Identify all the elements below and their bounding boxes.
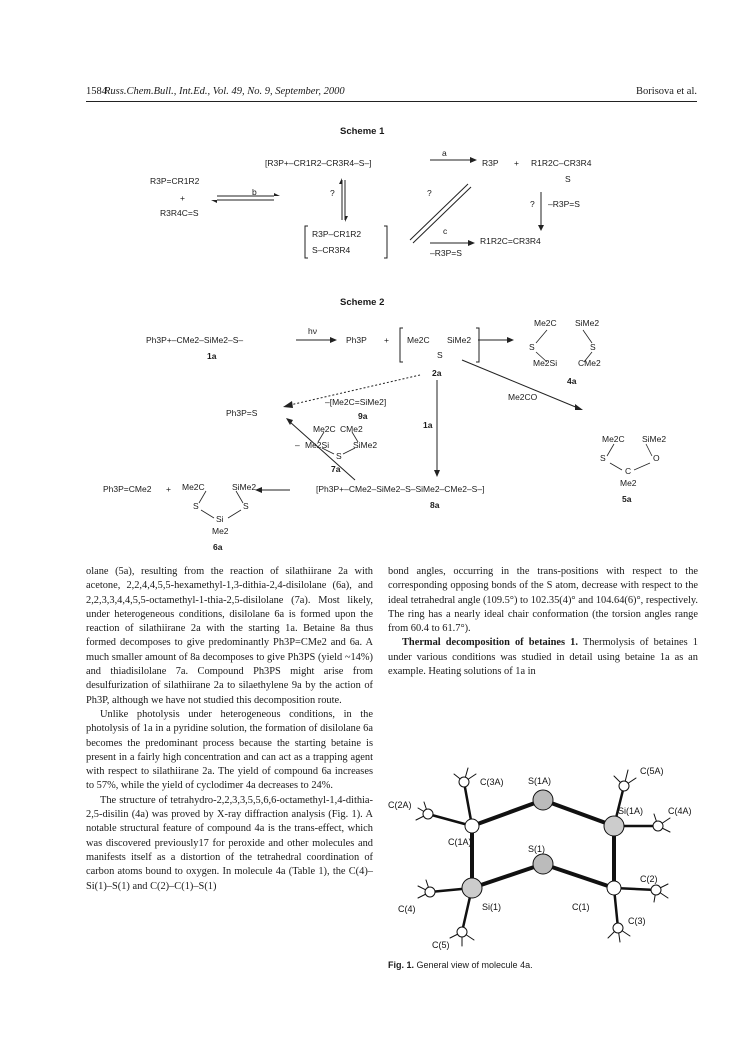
dithiadisilolane-s-right: S [243, 501, 249, 511]
dithiadisilolane-s-left: S [193, 501, 199, 511]
paragraph-4: bond angles, occurring in the trans-positions with respect to the corresponding opposing bonds of the S atom, decrease with respect to the ideal tetrahedral angle (109.5°) to 102.35(4)° and 104.64(6)°, respectively. The ring has a nearly ideal chair conformation (the torsion angles range from 60.4 to 61.7°). [388, 566, 698, 635]
scheme2-label-6a: 6a [213, 542, 223, 552]
dimer-s-right: S [590, 342, 596, 352]
paragraph-3: The structure of tetrahydro-2,2,3,3,5,5,6,6-octamethyl-1,4-dithia-2,5-disilin (4a) was proved by X-ray diffraction analysis (Fig. 1). A notable structural feature of compound 4a is the trans-effect, which was discovered previously17 for peroxide and other molecules and manifests itself as a distortion of the tetrahedral coordination of carbon atoms bound to oxygen. In molecule 4a (Table 1), the C(4)–Si(1)–S(1) and C(2)–C(1)–S(1) [86, 794, 373, 892]
scheme2-plus-2: + [166, 484, 171, 494]
scheme2-label-8a: 8a [430, 500, 440, 510]
scheme2-label-4a: 4a [567, 376, 577, 386]
scheme2-label-9a: 9a [358, 411, 368, 421]
scheme1-minus-r3ps: –R3P=S [548, 199, 580, 209]
scheme2-label-2a: 2a [432, 368, 442, 378]
thiadisilolane-cme2: CMe2 [340, 424, 363, 434]
scheme1-alkene: R1R2C=CR3R4 [480, 236, 541, 246]
scheme2-betaine-8a: [Ph3P+–CMe2–SiMe2–S–SiMe2–CMe2–S–] [316, 484, 485, 494]
scheme2-betaine-1a: Ph3P+–CMe2–SiMe2–S– [146, 335, 244, 345]
scheme1-question-1: ? [330, 188, 335, 198]
dithiadisilolane-sime2: SiMe2 [232, 482, 257, 492]
scheme1-minus-r3ps-2: –R3P=S [430, 248, 462, 258]
figure-4a-molecule [388, 760, 718, 960]
scheme2-silaethylene: –[Me2C=SiMe2] [325, 397, 387, 407]
scheme1-label-c: c [443, 226, 448, 236]
scheme1-thiirane: R1R2C–CR3R4 [531, 158, 592, 168]
oxathia-s: S [600, 453, 606, 463]
atom-label: C(2A) [388, 800, 412, 810]
section-heading: Thermal decomposition of betaines 1. [402, 637, 578, 649]
thiadisilolane-me2c: Me2C [313, 424, 336, 434]
atom-label: C(3) [628, 916, 646, 926]
oxathia-o: O [653, 453, 660, 463]
thiadisilolane-minus: – [295, 440, 300, 450]
body-column-left [86, 565, 373, 894]
thiadisilolane-s: S [336, 451, 342, 461]
scheme1-plus: + [180, 193, 185, 203]
figure-caption-text: General view of molecule 4a. [414, 960, 533, 970]
dithiadisilolane-si: Si [216, 514, 224, 524]
silathiirane-me2c: Me2C [407, 335, 430, 345]
scheme2-ph3p: Ph3P [346, 335, 367, 345]
scheme1-thiirane-s: S [565, 174, 571, 184]
dithiadisilolane-me2c: Me2C [182, 482, 205, 492]
paragraph-1: olane (5a), resulting from the reaction of silathiirane 2a with acetone, 2,2,4,4,5,5-hexamethyl-1,3-dithia-2,4-disilolane (6a), and 2,2,3,3,4,4,5,5-octamethyl-1-thia-2,5-disilolane (7a). Most likely, under heterogeneous conditions, disilolane 6a is formed upon the reaction of silathiirane 2a with the starting 1a. Betaine 8a thus formed decomposes to give predominantly Ph3P=CMe2 and 6a. A much smaller amount of 8a decomposes to give Ph3PS (yield ~14%) and thiadisilolane 7a. Compound Ph3PS might arise from desulfurization of silathiirane 2a to silaethylene 9a by the action of Ph3P, although we have not studied this decomposition route. [86, 566, 373, 706]
scheme2-label-5a: 5a [622, 494, 632, 504]
silathiirane-sime: SiMe2 [447, 335, 472, 345]
oxathia-me2: Me2 [620, 478, 637, 488]
scheme1-r3p: R3P [482, 158, 499, 168]
figure-caption [388, 960, 533, 970]
atom-label: S(1A) [528, 776, 552, 786]
scheme1-ylide: R3P=CR1R2 [150, 176, 200, 186]
atom-label: C(1A) [448, 837, 472, 847]
dimer-me2c-top: Me2C [534, 318, 557, 328]
atom-label: C(5A) [640, 766, 664, 776]
scheme1-label-b: b [252, 187, 257, 197]
atom-label: S(1) [528, 844, 546, 854]
scheme2-me2co: Me2CO [508, 392, 538, 402]
thiadisilolane-me2si: Me2Si [305, 440, 330, 450]
scheme2-ph3ps: Ph3P=S [226, 408, 258, 418]
scheme1-caption: Scheme 1 [340, 126, 385, 137]
atom-label: C(5) [432, 940, 450, 950]
dimer-cme2-bottom: CMe2 [578, 358, 601, 368]
atom-label: C(4A) [668, 806, 692, 816]
dimer-me2si-bottom: Me2Si [533, 358, 558, 368]
thiadisilolane-sime2: SiMe2 [353, 440, 378, 450]
scheme1-betaine: [R3P+–CR1R2–CR3R4–S–] [265, 158, 372, 168]
paragraph-5-text: Thermolysis of betaines 1 under various conditions was studied in detail using betaine 1a as an example. Heating solutions of 1a in [388, 637, 698, 678]
scheme2-label-1a: 1a [207, 351, 217, 361]
atom-label: C(1) [572, 902, 590, 912]
scheme2-hv: hν [308, 326, 317, 336]
scheme2-plus: + [384, 335, 389, 345]
oxathia-c: C [625, 466, 632, 476]
oxathia-sime2: SiMe2 [642, 434, 667, 444]
scheme2-caption: Scheme 2 [340, 297, 385, 308]
scheme2-label-1a-2: 1a [423, 420, 433, 430]
dithiadisilolane-me2: Me2 [212, 526, 229, 536]
scheme1-ring-top: R3P–CR1R2 [312, 229, 362, 239]
atom-label: C(3A) [480, 777, 504, 787]
oxathia-me2c: Me2C [602, 434, 625, 444]
scheme1-thione: R3R4C=S [160, 208, 199, 218]
running-authors: Borisova et al. [636, 86, 697, 97]
scheme2-ph3pcme2: Ph3P=CMe2 [103, 484, 152, 494]
page-number: 1584 [86, 86, 107, 97]
dimer-sime2-top: SiMe2 [575, 318, 600, 328]
paragraph-5 [388, 636, 698, 679]
paragraph-2: Unlike photolysis under heterogeneous conditions, in the photolysis of 1a in a pyridine solution, the formation of disilolane 6a becomes the predominant process because the starting betaine is present in a fairly high concentration and can act as a trapping agent with respect to silathiirane 2a. The yield of compound 6a increases to 57%, while the yield of cyclodimer 4a decreases to 24%. [86, 708, 373, 792]
atom-label: Si(1A) [618, 806, 644, 816]
scheme1-plus-2: + [514, 158, 519, 168]
scheme2-label-7a: 7a [331, 464, 341, 474]
silathiirane-s: S [437, 350, 443, 360]
scheme1-label-a: a [442, 148, 447, 158]
atom-label: C(2) [640, 874, 658, 884]
scheme1-question-2: ? [427, 188, 432, 198]
figure-caption-label: Fig. 1. [388, 960, 415, 970]
dimer-s-left: S [529, 342, 535, 352]
atom-label: Si(1) [482, 902, 502, 912]
body-column-right [388, 565, 698, 679]
journal-reference: Russ.Chem.Bull., Int.Ed., Vol. 49, No. 9, September, 2000 [104, 86, 345, 97]
atom-label: C(4) [398, 904, 416, 914]
scheme1-ring-bottom: S–CR3R4 [312, 245, 351, 255]
scheme1-question-3: ? [530, 199, 535, 209]
